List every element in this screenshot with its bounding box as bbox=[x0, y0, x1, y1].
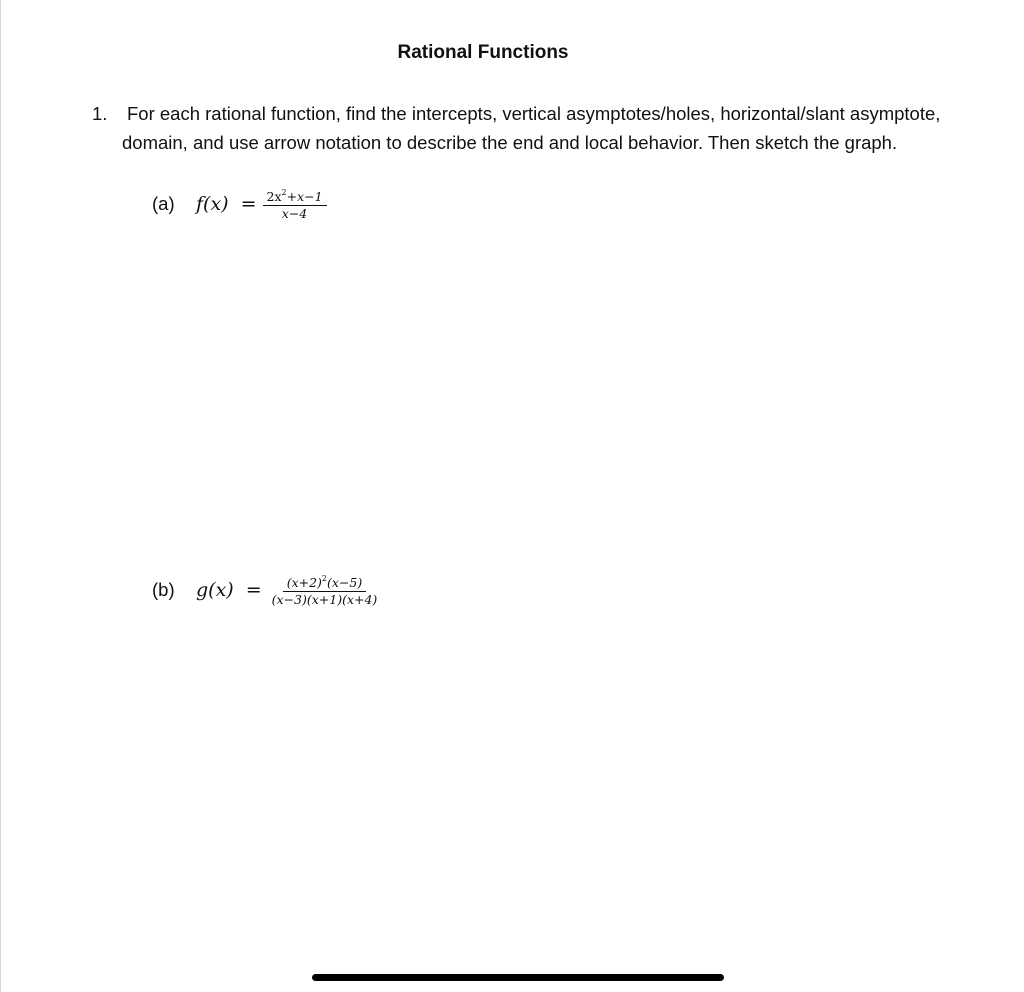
home-indicator-bar[interactable] bbox=[312, 974, 724, 981]
part-a-numerator-term: 2x bbox=[266, 189, 282, 204]
problem-1 bbox=[92, 99, 972, 157]
part-a bbox=[152, 186, 327, 221]
part-b-numerator-rest: (x−5) bbox=[327, 575, 363, 590]
part-a-numerator-rest: +x−1 bbox=[286, 189, 323, 204]
part-b-fraction bbox=[268, 572, 382, 607]
page-edge bbox=[0, 0, 1, 992]
problem-number: 1. bbox=[92, 103, 108, 124]
part-a-function-name: f(x) bbox=[196, 192, 229, 215]
part-a-equals-sign: = bbox=[240, 192, 257, 215]
part-b-numerator-term: (x+2) bbox=[286, 575, 322, 590]
part-b-label: (b) bbox=[152, 578, 175, 600]
part-b-numerator bbox=[283, 572, 367, 592]
problem-instructions: For each rational function, find the intercepts, vertical asymptotes/holes, horizontal/slant asymptote, domain, and use arrow notation to describe the end and local behavior. Then sketch the graph. bbox=[122, 103, 941, 153]
part-b-equals-sign: = bbox=[245, 578, 262, 601]
part-b-denominator: (x−3)(x+1)(x+4) bbox=[271, 592, 378, 607]
part-b bbox=[152, 572, 381, 607]
part-a-fraction bbox=[263, 186, 327, 221]
part-b-numerator-exponent: 2 bbox=[321, 574, 328, 583]
page-title: Rational Functions bbox=[397, 42, 569, 63]
part-a-label: (a) bbox=[152, 192, 175, 214]
part-a-numerator-exponent: 2 bbox=[281, 188, 287, 197]
part-b-function-name: g(x) bbox=[196, 578, 234, 601]
part-a-denominator: x−4 bbox=[281, 206, 308, 221]
part-a-numerator bbox=[263, 186, 327, 206]
